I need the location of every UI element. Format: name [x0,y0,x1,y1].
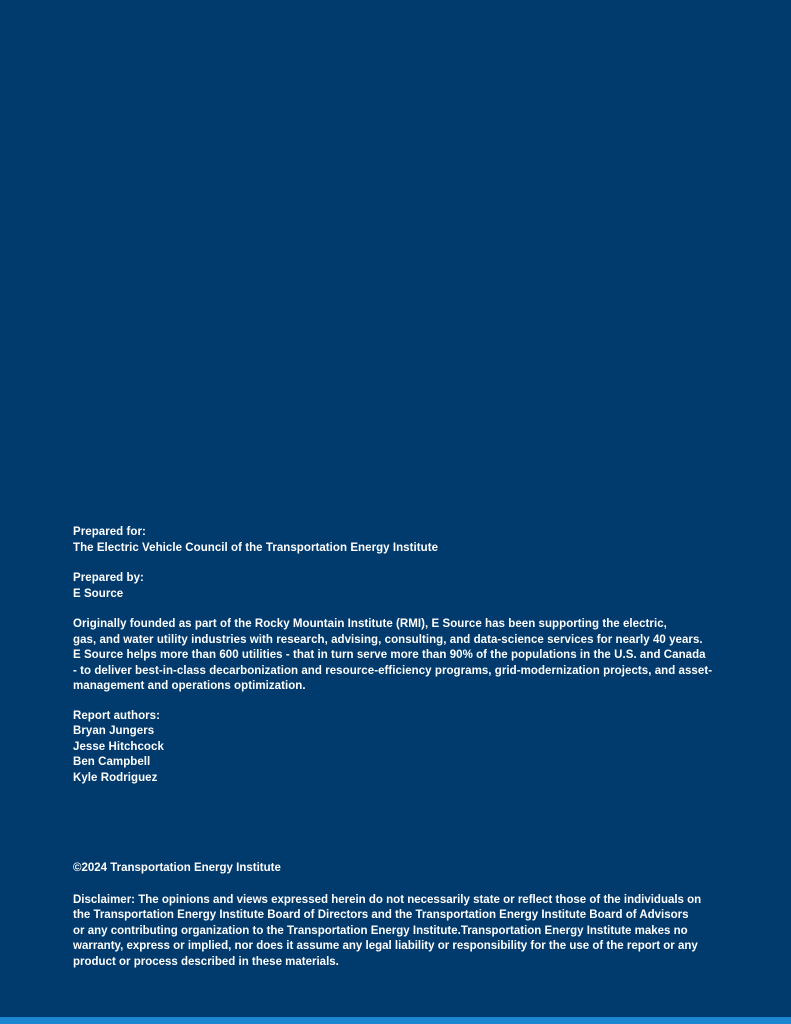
legal-footer [73,861,723,970]
spacer [73,602,723,617]
disclaimer-text: Disclaimer: The opinions and views expressed herein do not necessarily state or reflect those of the individuals on the Transportation Energy Institute Board of Directors and the Transportation Energy Institute Board of Advisors or any contributing organization to the Transportation Energy Institute.Transportation Energy Institute makes no warranty, express or implied, nor does it assume any legal liability or responsibility for the use of the report or any product or process described in these materials. [73,893,702,968]
author-name: Kyle Rodriguez [73,771,158,784]
accent-bar [0,1017,791,1024]
prepared-for-block [73,525,723,556]
prepared-for-value: The Electric Vehicle Council of the Transportation Energy Institute [73,541,439,554]
spacer [73,556,723,571]
report-authors-label: Report authors: [73,709,160,722]
prepared-by-label: Prepared by: [73,572,144,584]
credits-section [73,525,723,786]
prepared-for-label: Prepared for: [73,526,146,538]
organization-description: Originally founded as part of the Rocky Mountain Institute (RMI), E Source has been supporting the electric, gas, and water utility industries with research, advising, consulting, and data-science services for nearly 40 years. E Source helps more than 600 utilities - that in turn serve more than 90% of the populations in the U.S. and Canada - to deliver best-in-class decarbonization and resource-efficiency programs, grid-modernization projects, and asset- management and operations optimization. [73,618,713,692]
author-name: Bryan Jungers [73,725,155,737]
author-name: Jesse Hitchcock [73,740,164,753]
copyright-notice: ©2024 Transportation Energy Institute [73,862,281,874]
report-authors-block [73,709,723,787]
prepared-by-block [73,571,723,602]
author-name: Ben Campbell [73,756,151,768]
spacer [73,695,723,709]
prepared-by-value: E Source [73,587,124,600]
